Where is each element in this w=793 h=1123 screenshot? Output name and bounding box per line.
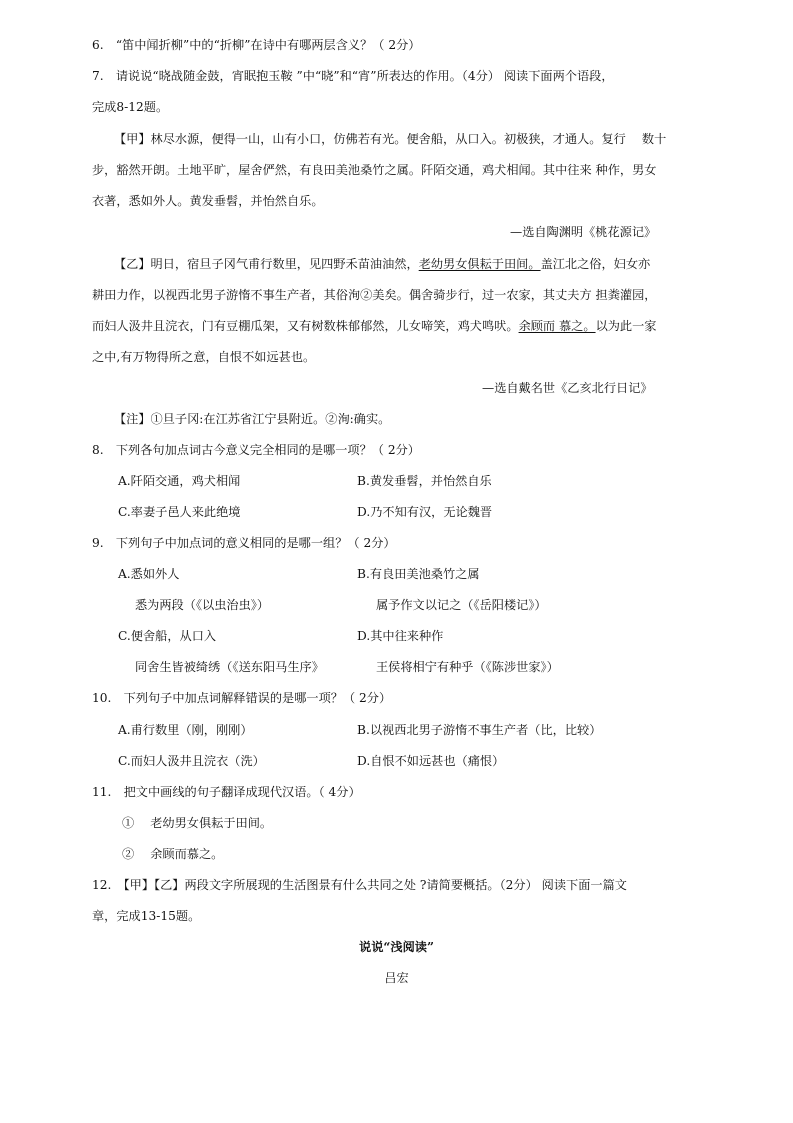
q10-stem: 10. 下列句子中加点词解释错误的是哪一项？（ 2分） [92, 691, 392, 705]
annotation-note: 【注】①旦子冈:在江苏省江宁县附近。②洵:确实。 [114, 412, 391, 426]
passage-yi-line-2: 耕田力作，以视西北男子游惰不事生产者，其俗洵②美矣。偶舍骑步行，过一农家，其丈夫方 担粪灌园， [92, 288, 657, 302]
passage-yi-source: —选自戴名世《乙亥北行日记》 [482, 381, 653, 395]
passage-yi-line-3 [92, 318, 657, 334]
underlined-sentence-1: 老幼男女俱耘于田间。 [418, 257, 541, 271]
q9-option-a-line-2: 悉为两段（《以虫治虫》） [135, 598, 270, 612]
passage-jia-source: —选自陶渊明《桃花源记》 [510, 225, 657, 239]
q9-option-c-line-2: 同舍生皆被绮绣（《送东阳马生序》 [135, 660, 324, 674]
q12-line-1: 12. 【甲】【乙】两段文字所展现的生活图景有什么共同之处 ?请简要概括。（2分） 阅读下面一篇文 [92, 878, 627, 892]
q11-stem: 11. 把文中画线的句子翻译成现代汉语。（ 4分） [92, 785, 361, 799]
passage-yi-line-1-b: 盖江北之俗，妇女亦 [540, 257, 651, 271]
q10-option-d: D.自恨不如远甚也（痛恨） [357, 754, 505, 768]
underlined-sentence-2: 余顾而 慕之。 [518, 319, 596, 333]
q8-option-d: D.乃不知有汉，无论魏晋 [357, 505, 493, 519]
passage-yi-line-1 [114, 256, 650, 272]
q7-line-1: 7. 请说说“晓战随金鼓，宵眠抱玉鞍 ”中“晓”和“宵”所表达的作用。（4分） 阅读下面两个语段， [92, 69, 614, 83]
q9-option-d-line-2: 王侯将相宁有种乎（《陈涉世家》） [376, 660, 559, 674]
q9-stem: 9. 下列句子中加点词的意义相同的是哪一组？（ 2分） [92, 536, 396, 550]
passage-yi-line-3-a: 而妇人汲井且浣衣，门有豆棚瓜架，又有树数株郁郁然，儿女啼笑，鸡犬鸣吠。 [92, 319, 519, 333]
q9-option-b-line-2: 属予作文以记之（《岳阳楼记》） [376, 598, 547, 612]
q7-line-2: 完成8-12题。 [92, 100, 169, 114]
q10-option-c: C.而妇人汲井且浣衣（洗） [118, 754, 265, 768]
q9-option-c-line-1: C.便舍船，从口入 [118, 629, 217, 643]
q8-option-c: C.率妻子邑人来此绝境 [118, 505, 241, 519]
q9-option-b-line-1: B.有良田美池桑竹之属 [357, 567, 480, 581]
article-title: 说说“浅阅读” [359, 940, 434, 954]
article-author: 吕宏 [384, 971, 409, 985]
passage-yi-line-3-b: 以为此一家 [595, 319, 657, 333]
q11-item-2: ② 余顾而慕之。 [122, 847, 224, 861]
passage-jia-line-2: 步，豁然开朗。土地平旷，屋舍俨然，有良田美池桑竹之属。阡陌交通，鸡犬相闻。其中往来 种作，男女 [92, 163, 657, 177]
q6-text: 6. “笛中闻折柳”中的“折柳”在诗中有哪两层含义？（ 2分） [92, 38, 421, 52]
q8-stem: 8. 下列各句加点词古今意义完全相同的是哪一项？（ 2分） [92, 443, 420, 457]
q12-line-2: 章，完成13-15题。 [92, 909, 201, 923]
q11-item-1: ① 老幼男女俱耘于田间。 [122, 816, 273, 830]
q8-option-b: B.黄发垂髫，并怡然自乐 [357, 474, 492, 488]
q10-option-b: B.以视西北男子游惰不事生产者（比，比较） [357, 723, 602, 737]
q8-option-a: A.阡陌交通，鸡犬相闻 [118, 474, 241, 488]
q9-option-a-line-1: A.悉如外人 [118, 567, 180, 581]
q10-option-a: A.甫行数里（刚，刚刚） [118, 723, 253, 737]
passage-yi-line-1-a: 【乙】明日，宿旦子冈气甫行数里，见四野禾苗油油然， [114, 257, 419, 271]
passage-yi-line-4: 之中,有万物得所之意，自恨不如远甚也。 [92, 350, 316, 364]
passage-jia-line-1: 【甲】林尽水源，便得一山，山有小口，仿佛若有光。便舍船，从口入。初极狭，才通人。复行 数十 [114, 132, 667, 146]
passage-jia-line-3: 衣著，悉如外人。黄发垂髫，并怡然自乐。 [92, 194, 324, 208]
q9-option-d-line-1: D.其中往来种作 [357, 629, 444, 643]
